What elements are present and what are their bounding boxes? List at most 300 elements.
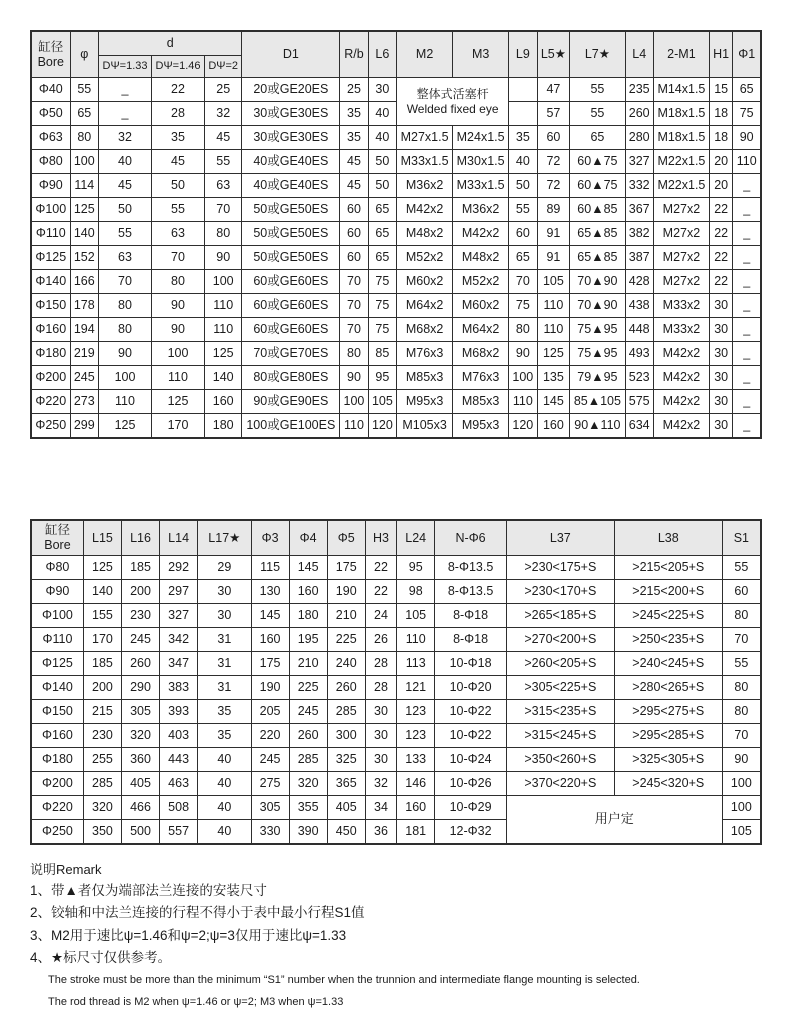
table-cell: >215<200+S	[614, 580, 722, 604]
header-cell: Φ5	[327, 520, 365, 556]
table-cell: 50	[368, 174, 396, 198]
table-cell: M24x1.5	[453, 126, 509, 150]
table-cell: 40	[198, 820, 251, 845]
table-cell: M42x2	[653, 414, 709, 439]
table-cell: 32	[205, 102, 242, 126]
table-cell: 30	[709, 390, 732, 414]
table-cell: 155	[83, 604, 121, 628]
table-cell: >215<205+S	[614, 556, 722, 580]
table-row	[31, 772, 761, 796]
table-cell: 75	[509, 294, 537, 318]
table-cell: 100	[722, 796, 761, 820]
table-cell: 347	[160, 652, 198, 676]
table-cell: 20	[709, 174, 732, 198]
table-cell: 10-Φ29	[435, 796, 507, 820]
table-cell: 245	[251, 748, 289, 772]
header-cell: H3	[365, 520, 396, 556]
table-cell: 360	[121, 748, 159, 772]
table-cell: Φ90	[31, 580, 83, 604]
table-cell: >245<225+S	[614, 604, 722, 628]
table-cell: Φ50	[31, 102, 70, 126]
table-cell: 382	[625, 222, 653, 246]
table-cell: _	[733, 222, 761, 246]
table-cell: 75	[368, 318, 396, 342]
table-cell: 28	[365, 652, 396, 676]
table-cell: 65	[570, 126, 625, 150]
table-cell: 50或GE50ES	[242, 246, 340, 270]
table-cell: 557	[160, 820, 198, 845]
table-cell: 30	[709, 366, 732, 390]
table-row	[31, 318, 761, 342]
table-cell: 75	[368, 294, 396, 318]
table-cell: 260	[289, 724, 327, 748]
remark-item-2: 2、铰轴和中法兰连接的行程不得小于表中最小行程S1值	[30, 905, 365, 921]
table-cell: 120	[509, 414, 537, 439]
header-cell: φ	[70, 31, 98, 78]
table-cell: 195	[289, 628, 327, 652]
table-cell: M76x3	[397, 342, 453, 366]
table-cell: >260<205+S	[506, 652, 614, 676]
table-cell: 35	[340, 126, 368, 150]
table-cell: 30	[198, 580, 251, 604]
table-cell: 152	[70, 246, 98, 270]
table-cell: M95x3	[453, 414, 509, 439]
table-cell: 123	[397, 724, 435, 748]
table-cell: 40	[368, 102, 396, 126]
table-cell: 230	[121, 604, 159, 628]
table-cell: 70	[152, 246, 205, 270]
table-cell: 175	[251, 652, 289, 676]
table-cell: 24	[365, 604, 396, 628]
table-cell: 110	[99, 390, 152, 414]
table-cell: 22	[152, 78, 205, 102]
table-cell: 125	[205, 342, 242, 366]
table-row	[31, 724, 761, 748]
table-cell: 235	[625, 78, 653, 102]
table-cell: Φ110	[31, 222, 70, 246]
table-cell: 18	[709, 126, 732, 150]
table-cell: 8-Φ18	[435, 604, 507, 628]
table-cell: 160	[205, 390, 242, 414]
table-cell: 22	[709, 246, 732, 270]
table-cell: 40或GE40ES	[242, 174, 340, 198]
table-cell: M42x2	[653, 366, 709, 390]
table-cell: M42x2	[397, 198, 453, 222]
header-row	[31, 520, 761, 556]
table-cell: M14x1.5	[653, 78, 709, 102]
table-cell: 80	[722, 700, 761, 724]
table-cell: 80	[722, 676, 761, 700]
table-cell: 145	[537, 390, 570, 414]
table-cell: 80	[70, 126, 98, 150]
table-cell: 110	[733, 150, 761, 174]
table-cell: 170	[83, 628, 121, 652]
table-cell: 60或GE60ES	[242, 294, 340, 318]
table-cell: 225	[289, 676, 327, 700]
table-cell: 用户定	[506, 796, 722, 845]
table-cell: 390	[289, 820, 327, 845]
table-cell: 30	[709, 318, 732, 342]
table-cell: >315<245+S	[506, 724, 614, 748]
table-cell: 85▲105	[570, 390, 625, 414]
table-cell: 133	[397, 748, 435, 772]
table-cell: 10-Φ26	[435, 772, 507, 796]
table-cell: 448	[625, 318, 653, 342]
table-cell: 260	[625, 102, 653, 126]
table-cell: >315<235+S	[506, 700, 614, 724]
table-cell: Φ80	[31, 556, 83, 580]
table-cell: 32	[99, 126, 152, 150]
table-cell: 121	[397, 676, 435, 700]
header-cell: DΨ=2	[205, 56, 242, 78]
table-cell: 34	[365, 796, 396, 820]
table-cell: 240	[327, 652, 365, 676]
table-row	[31, 222, 761, 246]
table-cell: 55	[152, 198, 205, 222]
table-cell: 15	[709, 78, 732, 102]
table-cell: _	[99, 78, 152, 102]
table-cell: 50或GE50ES	[242, 222, 340, 246]
table-cell: 30	[709, 294, 732, 318]
remark-item-3: 3、M2用于速比ψ=1.46和ψ=2;ψ=3仅用于速比ψ=1.33	[30, 927, 347, 943]
table-cell: 80	[205, 222, 242, 246]
table-cell: 160	[289, 580, 327, 604]
table-cell: 140	[83, 580, 121, 604]
table-cell: 55	[570, 78, 625, 102]
table-cell: 55	[509, 198, 537, 222]
table-cell: M27x2	[653, 198, 709, 222]
table-cell: 320	[83, 796, 121, 820]
table-cell: M22x1.5	[653, 150, 709, 174]
table-cell: 575	[625, 390, 653, 414]
table-cell: 280	[625, 126, 653, 150]
table-cell: 210	[327, 604, 365, 628]
table-cell: M60x2	[397, 270, 453, 294]
header-cell: L16	[121, 520, 159, 556]
table-cell: 100	[722, 772, 761, 796]
table-cell: 8-Φ13.5	[435, 580, 507, 604]
table-row	[31, 652, 761, 676]
table-cell: M36x2	[397, 174, 453, 198]
table-cell: 55	[99, 222, 152, 246]
table-cell: M105x3	[397, 414, 453, 439]
table-row	[31, 198, 761, 222]
table-cell: 90	[733, 126, 761, 150]
table-cell: 100	[70, 150, 98, 174]
table-cell: 30	[365, 700, 396, 724]
table-cell: 30	[709, 342, 732, 366]
table-cell: Φ100	[31, 198, 70, 222]
header-cell: 缸径 Bore	[31, 31, 70, 78]
table-cell: >370<220+S	[506, 772, 614, 796]
table-row	[31, 390, 761, 414]
table-cell: 383	[160, 676, 198, 700]
table-cell: 30	[198, 604, 251, 628]
table-cell: 80	[722, 604, 761, 628]
table-cell: 90	[205, 246, 242, 270]
table-row	[31, 700, 761, 724]
table-cell: 110	[537, 294, 570, 318]
table-cell: 35	[340, 102, 368, 126]
table-cell: Φ100	[31, 604, 83, 628]
table-cell: 166	[70, 270, 98, 294]
table-cell: _	[733, 366, 761, 390]
table-cell: 80	[152, 270, 205, 294]
header-cell: Φ4	[289, 520, 327, 556]
table-cell: M48x2	[397, 222, 453, 246]
table-cell: 325	[327, 748, 365, 772]
table-row	[31, 150, 761, 174]
table-cell: Φ90	[31, 174, 70, 198]
table-cell: M52x2	[397, 246, 453, 270]
table-cell: 60	[340, 246, 368, 270]
table-cell: 22	[709, 222, 732, 246]
table-cell: 72	[537, 174, 570, 198]
table-cell: 438	[625, 294, 653, 318]
header-cell: M2	[397, 31, 453, 78]
table-cell: 30	[365, 748, 396, 772]
table-cell: 365	[327, 772, 365, 796]
table-cell: 10-Φ24	[435, 748, 507, 772]
table-cell: 245	[70, 366, 98, 390]
table-cell: 300	[327, 724, 365, 748]
table-cell: 178	[70, 294, 98, 318]
header-row	[31, 31, 761, 56]
table-cell: M18x1.5	[653, 126, 709, 150]
table-cell: 110	[340, 414, 368, 439]
table-cell: 60	[537, 126, 570, 150]
table-cell: 110	[152, 366, 205, 390]
table-cell: 105	[368, 390, 396, 414]
table-cell: 40	[198, 772, 251, 796]
table-cell: M42x2	[453, 222, 509, 246]
table-cell: Φ180	[31, 748, 83, 772]
header-cell: N-Φ6	[435, 520, 507, 556]
table-cell: 146	[397, 772, 435, 796]
table-cell: 140	[70, 222, 98, 246]
table-cell: 45	[340, 174, 368, 198]
table-cell: 405	[121, 772, 159, 796]
table-cell: 60▲85	[570, 198, 625, 222]
table-cell: 185	[83, 652, 121, 676]
table-cell: M85x3	[397, 366, 453, 390]
table-cell: 180	[289, 604, 327, 628]
table-cell: 130	[251, 580, 289, 604]
table-cell: 100	[152, 342, 205, 366]
table-cell: 355	[289, 796, 327, 820]
table-cell: 105	[722, 820, 761, 845]
table-row	[31, 174, 761, 198]
table-cell: 80	[99, 318, 152, 342]
table-cell: 393	[160, 700, 198, 724]
table-cell: 100	[509, 366, 537, 390]
table-cell: 305	[121, 700, 159, 724]
table-cell: 40	[99, 150, 152, 174]
table-cell: 35	[198, 724, 251, 748]
table-cell: 125	[70, 198, 98, 222]
table-row	[31, 414, 761, 439]
table-cell: 70▲90	[570, 270, 625, 294]
header-cell: 2-M1	[653, 31, 709, 78]
table-cell: _	[733, 174, 761, 198]
header-cell: DΨ=1.33	[99, 56, 152, 78]
table-cell: 160	[251, 628, 289, 652]
table-cell: 292	[160, 556, 198, 580]
table-cell: 55	[205, 150, 242, 174]
table-cell: 405	[327, 796, 365, 820]
table-cell: 215	[83, 700, 121, 724]
table-cell: 350	[83, 820, 121, 845]
table-cell: 70	[99, 270, 152, 294]
table-cell: 110	[537, 318, 570, 342]
table-cell: 160	[537, 414, 570, 439]
table-cell: >280<265+S	[614, 676, 722, 700]
table-cell: 160	[397, 796, 435, 820]
table-cell: 230	[83, 724, 121, 748]
table-cell: 100	[340, 390, 368, 414]
table-cell: 90	[340, 366, 368, 390]
table-cell: M85x3	[453, 390, 509, 414]
table-cell: 22	[365, 556, 396, 580]
table-cell: 65	[733, 78, 761, 102]
table-cell: 72	[537, 150, 570, 174]
table-cell: 50或GE50ES	[242, 198, 340, 222]
table-cell: M68x2	[453, 342, 509, 366]
table-cell: 110	[397, 628, 435, 652]
table-cell: M42x2	[653, 342, 709, 366]
table-cell: 30或GE30ES	[242, 102, 340, 126]
table-cell: M95x3	[397, 390, 453, 414]
table-cell: _	[733, 294, 761, 318]
table-cell: M22x1.5	[653, 174, 709, 198]
table-cell: 508	[160, 796, 198, 820]
table-cell: M27x2	[653, 246, 709, 270]
table-cell: Φ140	[31, 676, 83, 700]
remarks-section	[30, 859, 762, 1013]
table-cell: _	[733, 270, 761, 294]
table-cell: 63	[152, 222, 205, 246]
table-row	[31, 342, 761, 366]
table-cell: 80或GE80ES	[242, 366, 340, 390]
table-cell: 100	[99, 366, 152, 390]
table-cell: 70或GE70ES	[242, 342, 340, 366]
table-cell: _	[733, 390, 761, 414]
table-cell: 90	[509, 342, 537, 366]
table-cell: 70	[509, 270, 537, 294]
table-cell: 205	[251, 700, 289, 724]
table-cell: >245<320+S	[614, 772, 722, 796]
table-cell: Φ160	[31, 724, 83, 748]
table-cell: 55	[70, 78, 98, 102]
remark-note-english-2: The rod thread is M2 when ψ=1.46 or ψ=2; M3 when ψ=1.33	[48, 996, 344, 1009]
table-cell: 466	[121, 796, 159, 820]
table-cell: Φ110	[31, 628, 83, 652]
table-cell: Φ220	[31, 796, 83, 820]
header-cell: L5★	[537, 31, 570, 78]
table-cell: 22	[709, 270, 732, 294]
table-cell: >270<200+S	[506, 628, 614, 652]
table-cell	[509, 102, 537, 126]
table-cell: Φ160	[31, 318, 70, 342]
table-cell: 200	[83, 676, 121, 700]
cylinder-mounting-dimensions-table	[30, 519, 762, 845]
table-cell: 387	[625, 246, 653, 270]
table-cell: 18	[709, 102, 732, 126]
table-cell: 55	[570, 102, 625, 126]
table-cell: M33x1.5	[453, 174, 509, 198]
cylinder-main-dimensions-table	[30, 30, 762, 439]
table-cell: 28	[152, 102, 205, 126]
table-cell: 190	[251, 676, 289, 700]
table-cell: 194	[70, 318, 98, 342]
table-cell: 320	[121, 724, 159, 748]
header-cell: L14	[160, 520, 198, 556]
table-cell: 145	[289, 556, 327, 580]
table-cell: 60	[340, 222, 368, 246]
table-cell: 330	[251, 820, 289, 845]
table-cell: 47	[537, 78, 570, 102]
table-row	[31, 628, 761, 652]
table-cell: 290	[121, 676, 159, 700]
remarks-title: 说明Remark	[30, 862, 102, 877]
table-cell: 25	[340, 78, 368, 102]
table-cell: M48x2	[453, 246, 509, 270]
table-cell: 85	[368, 342, 396, 366]
table-cell: 20	[709, 150, 732, 174]
table-cell: 63	[205, 174, 242, 198]
table-cell: 260	[327, 676, 365, 700]
table-cell: M42x2	[653, 390, 709, 414]
table-cell: M30x1.5	[453, 150, 509, 174]
table-cell: M18x1.5	[653, 102, 709, 126]
table-cell: 10-Φ22	[435, 724, 507, 748]
table-cell: >305<225+S	[506, 676, 614, 700]
table-cell: Φ125	[31, 652, 83, 676]
table-cell: 8-Φ13.5	[435, 556, 507, 580]
table-cell: 225	[327, 628, 365, 652]
table-cell: Φ63	[31, 126, 70, 150]
table-cell: 30	[368, 78, 396, 102]
table-cell: Φ150	[31, 700, 83, 724]
table-cell: >295<285+S	[614, 724, 722, 748]
table-cell: 260	[121, 652, 159, 676]
table-cell: 285	[327, 700, 365, 724]
table-cell: 整体式活塞杆 Welded fixed eye	[397, 78, 509, 126]
header-cell: R/b	[340, 31, 368, 78]
table-cell: 91	[537, 246, 570, 270]
table-cell: 523	[625, 366, 653, 390]
table-cell: 110	[205, 294, 242, 318]
table-cell: 428	[625, 270, 653, 294]
table-cell: 70	[340, 294, 368, 318]
table-cell: 327	[625, 150, 653, 174]
table-cell: >350<260+S	[506, 748, 614, 772]
table-cell: Φ200	[31, 772, 83, 796]
table-cell: 40或GE40ES	[242, 150, 340, 174]
table-cell: 75▲95	[570, 342, 625, 366]
table-cell: 463	[160, 772, 198, 796]
table-cell: 50	[368, 150, 396, 174]
table-cell: 114	[70, 174, 98, 198]
table-cell: 90	[99, 342, 152, 366]
table-cell: 65	[70, 102, 98, 126]
table-cell: 299	[70, 414, 98, 439]
table-row	[31, 294, 761, 318]
table-cell: 63	[99, 246, 152, 270]
header-cell: Φ1	[733, 31, 761, 78]
table-cell: 20或GE20ES	[242, 78, 340, 102]
table-cell: 55	[722, 652, 761, 676]
